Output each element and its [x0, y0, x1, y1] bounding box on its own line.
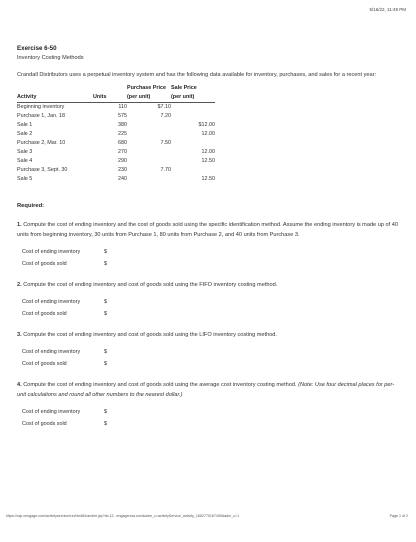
answer-block [22, 346, 402, 370]
required-title: Required: [17, 203, 45, 209]
units-cell: 270 [118, 149, 127, 155]
question-number: 2. [17, 282, 22, 288]
header-sale-per-unit: (per unit) [171, 93, 215, 103]
header-activity: Activity [17, 93, 93, 103]
activity-cell: Sale 4 [17, 158, 33, 164]
question-number: 3. [17, 332, 22, 338]
answer-row [22, 246, 402, 258]
questions-list [17, 220, 402, 430]
header-purchase-per-unit: (per unit) [127, 93, 171, 103]
purchase-price-cell: 7.70 [160, 167, 171, 173]
answer-row [22, 258, 402, 270]
currency-symbol: $ [104, 349, 107, 355]
table-row [17, 175, 215, 184]
purchase-price-cell [127, 175, 171, 184]
units-cell: 110 [118, 104, 127, 110]
page-footer [6, 514, 408, 518]
units-cell: 230 [118, 167, 127, 173]
question-note: (Note: Use four decimal places for per-unit calculations and round all other numbers to the nearest dollar.) [17, 382, 395, 398]
answer-label: Cost of ending inventory [22, 249, 81, 255]
purchase-price-cell: $7.10 [157, 104, 171, 110]
activity-cell: Purchase 2, Mar. 10 [17, 140, 66, 146]
table-row [17, 139, 215, 148]
currency-symbol: $ [104, 409, 107, 415]
sale-price-cell: 12.00 [201, 131, 215, 137]
question-3 [17, 330, 402, 340]
table-row [17, 103, 215, 113]
sale-price-cell [171, 103, 215, 113]
page-content [17, 45, 402, 430]
units-cell: 380 [118, 122, 127, 128]
question-text: Compute the cost of ending inventory and the cost of goods sold using the specific identification method. Assume the ending inventory is made up of 40 units from beginning inventory, 30 units from Purchase 1, 80 units from Purchase 2, and 40 units from Purchase 3. [17, 222, 398, 238]
table-row [17, 157, 215, 166]
question-text: Compute the cost of ending inventory and cost of goods sold using the average cost inventory costing method. [23, 382, 297, 388]
purchase-price-cell [127, 148, 171, 157]
table-row [17, 112, 215, 121]
question-4 [17, 380, 402, 400]
units-cell: 290 [118, 158, 127, 164]
answer-label: Cost of ending inventory [22, 409, 81, 415]
activity-cell: Sale 2 [17, 131, 33, 137]
answer-row [22, 406, 402, 418]
question-number: 1. [17, 222, 22, 228]
sale-price-cell: 12.50 [201, 176, 215, 182]
table-row [17, 121, 215, 130]
answer-row [22, 358, 402, 370]
header-units: Units [93, 93, 127, 103]
activity-cell: Sale 5 [17, 176, 33, 182]
currency-symbol: $ [104, 361, 107, 367]
answer-label: Cost of ending inventory [22, 349, 81, 355]
answer-row [22, 308, 402, 320]
question-number: 4. [17, 382, 22, 388]
question-2 [17, 280, 402, 290]
currency-symbol: $ [104, 421, 107, 427]
activity-cell: Purchase 1, Jan. 18 [17, 113, 65, 119]
exercise-title: Exercise 6-50 [17, 45, 57, 52]
footer-page-number: Page 1 of 2 [389, 514, 408, 518]
answer-row [22, 418, 402, 430]
activity-cell: Sale 1 [17, 122, 33, 128]
sale-price-cell: 12.00 [201, 149, 215, 155]
table-row [17, 148, 215, 157]
exercise-intro: Crandall Distributors uses a perpetual inventory system and has the following data available for inventory, purchases, and sales for a recent year: [17, 72, 377, 78]
header-purchase-price: Purchase Price [127, 85, 166, 91]
units-cell: 225 [118, 131, 127, 137]
currency-symbol: $ [104, 249, 107, 255]
print-date: 5/16/22, 11:49 PM [369, 7, 406, 12]
activity-cell: Beginning inventory [17, 104, 65, 110]
table-row [17, 130, 215, 139]
purchase-price-cell [127, 121, 171, 130]
sale-price-cell: $12.00 [198, 122, 215, 128]
answer-row [22, 296, 402, 308]
sale-price-cell: 12.50 [201, 158, 215, 164]
question-text: Compute the cost of ending inventory and cost of goods sold using the LIFO inventory costing method. [23, 332, 277, 338]
footer-url: https://csp.cengage.com/activityservice/run/html5/handler.jsp?dc:12...engagenow.com&adm_c=activityService_activity_1652770167455&adm_c=1 [6, 514, 240, 518]
question-1 [17, 220, 402, 240]
currency-symbol: $ [104, 261, 107, 267]
sale-price-cell [171, 112, 215, 121]
answer-label: Cost of goods sold [22, 311, 67, 317]
units-cell: 575 [118, 113, 127, 119]
sale-price-cell [171, 166, 215, 175]
purchase-price-cell: 7.50 [160, 140, 171, 146]
units-cell: 240 [118, 176, 127, 182]
answer-block [22, 406, 402, 430]
currency-symbol: $ [104, 299, 107, 305]
header-sale-price: Sale Price [171, 85, 197, 91]
purchase-price-cell [127, 130, 171, 139]
units-cell: 680 [118, 140, 127, 146]
activity-cell: Purchase 3, Sept. 30 [17, 167, 68, 173]
inventory-table [17, 84, 215, 184]
table-row [17, 166, 215, 175]
purchase-price-cell [127, 157, 171, 166]
answer-label: Cost of ending inventory [22, 299, 81, 305]
answer-label: Cost of goods sold [22, 421, 67, 427]
answer-row [22, 346, 402, 358]
activity-cell: Sale 3 [17, 149, 33, 155]
question-text: Compute the cost of ending inventory and cost of goods sold using the FIFO inventory costing method. [23, 282, 278, 288]
purchase-price-cell: 7.20 [160, 113, 171, 119]
answer-block [22, 296, 402, 320]
answer-label: Cost of goods sold [22, 361, 67, 367]
sale-price-cell [171, 139, 215, 148]
answer-block [22, 246, 402, 270]
exercise-subtitle: Inventory Costing Methods [17, 55, 84, 61]
currency-symbol: $ [104, 311, 107, 317]
answer-label: Cost of goods sold [22, 261, 67, 267]
